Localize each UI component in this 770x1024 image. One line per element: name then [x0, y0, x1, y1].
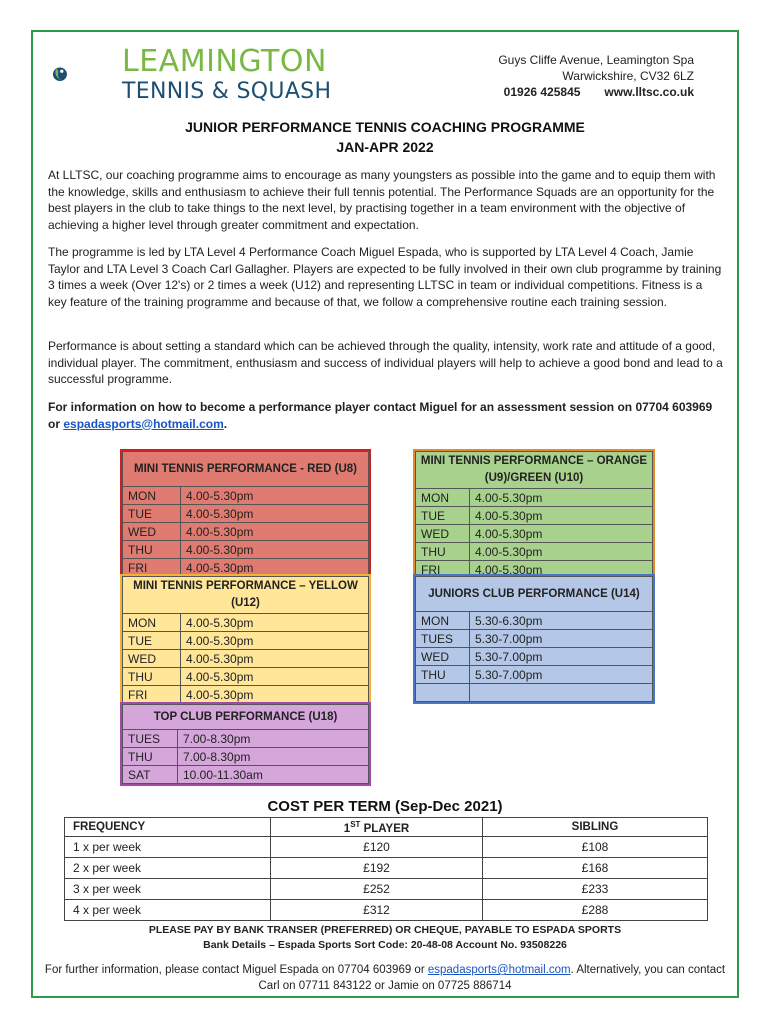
table-row: 1 x per week £120 £108: [65, 837, 708, 858]
schedule-yellow: [122, 576, 369, 704]
table-row: THU 4.00-5.30pm: [123, 541, 369, 559]
table-row: FRI 4.00-5.30pm: [416, 561, 653, 579]
footer-contact: For further information, please contact Miguel Espada on 07704 603969 or espadasports@hotmail.com. Alternatively, you can contact Carl on 07711 843122 or Jamie on 07725 886714: [44, 964, 726, 992]
schedule-title: MINI TENNIS PERFORMANCE - RED (U8): [123, 452, 369, 487]
table-row: TUES 7.00-8.30pm: [123, 730, 369, 748]
cost-table: [64, 817, 708, 921]
club-logo-icon: [52, 42, 122, 106]
contact-text: For information on how to become a performance player contact Miguel for an assessment session on 07704 603969 or: [48, 400, 713, 431]
table-row: FRI 4.00-5.30pm: [123, 686, 369, 704]
schedule-blue: [415, 576, 653, 702]
schedule-title: TOP CLUB PERFORMANCE (U18): [123, 705, 369, 730]
table-row: WED 5.30-7.00pm: [416, 648, 653, 666]
table-row: [416, 684, 653, 702]
page-title: JUNIOR PERFORMANCE TENNIS COACHING PROGRAMME: [185, 119, 585, 135]
email-link[interactable]: espadasports@hotmail.com: [63, 416, 224, 431]
contact-line: [498, 84, 694, 100]
table-row: THU 4.00-5.30pm: [416, 543, 653, 561]
intro-paragraph: At LLTSC, our coaching programme aims to encourage as many youngsters as possible into the game and to equip them with the knowledge, skills and enthusiasm to achieve their full tennis potential. The Performance Squads are an opportunity for the best players in the club to take things to the next level, by practising together in a team environment with the objective of achieving a higher level through greater commitment and expectation.: [48, 168, 716, 232]
table-row: TUE 4.00-5.30pm: [123, 505, 369, 523]
footer-email-link[interactable]: espadasports@hotmail.com: [427, 964, 571, 976]
table-row: THU 4.00-5.30pm: [123, 668, 369, 686]
table-row: THU 5.30-7.00pm: [416, 666, 653, 684]
schedule-purple: [122, 704, 369, 784]
coaches-paragraph: The programme is led by LTA Level 4 Performance Coach Miguel Espada, who is supported by LTA Level 4 Coach, Jamie Taylor and LTA Level 3 Coach Carl Gallagher. Players are expected to be fully involved in their own club programme by training 3 times a week (Over 12's) or 2 times a week (U12) and representing LLTSC in team or individual competitions. Fitness is a key feature of the training programme and because of that, we follow a comprehensive routine each training session.: [48, 245, 722, 309]
schedule-title: JUNIORS CLUB PERFORMANCE (U14): [416, 577, 653, 612]
logo-wordmark-bottom: TENNIS & SQUASH: [122, 79, 332, 104]
schedule-orange-green: [415, 451, 653, 579]
address-line: Warwickshire, CV32 6LZ: [562, 69, 694, 83]
club-address: [498, 52, 694, 100]
contact-paragraph: [48, 399, 724, 432]
payment-info: [0, 923, 770, 953]
schedule-title: MINI TENNIS PERFORMANCE – ORANGE (U9)/GREEN (U10): [416, 452, 653, 489]
schedule-red: [122, 451, 369, 577]
table-row: MON 4.00-5.30pm: [123, 487, 369, 505]
table-row: MON 4.00-5.30pm: [123, 614, 369, 632]
phone-number: 01926 425845: [503, 85, 581, 99]
table-row: 4 x per week £312 £288: [65, 900, 708, 921]
contact-end: .: [223, 416, 228, 431]
table-row: 2 x per week £192 £168: [65, 858, 708, 879]
table-row: TUE 4.00-5.30pm: [123, 632, 369, 650]
table-row: SAT 10.00-11.30am: [123, 766, 369, 784]
table-header-row: [65, 818, 708, 837]
table-row: 3 x per week £252 £233: [65, 879, 708, 900]
column-header: FREQUENCY: [65, 818, 271, 837]
column-header: 1ST PLAYER: [271, 818, 483, 837]
payment-line: PLEASE PAY BY BANK TRANSER (PREFERRED) OR CHEQUE, PAYABLE TO ESPADA SPORTS: [148, 924, 622, 936]
cost-title: COST PER TERM (Sep-Dec 2021): [267, 798, 503, 815]
table-row: TUES 5.30-7.00pm: [416, 630, 653, 648]
table-row: TUE 4.00-5.30pm: [416, 507, 653, 525]
table-row: MON 5.30-6.30pm: [416, 612, 653, 630]
column-header: SIBLING: [483, 818, 708, 837]
performance-paragraph: Performance is about setting a standard which can be achieved through the quality, intensity, work rate and attitude of a good, individual player. The commitment, enthusiasm and success of individual players will help to achieve a good bond and lead to a successful programme.: [48, 339, 723, 386]
logo-wordmark-top: LEAMINGTON: [122, 44, 327, 79]
website-link[interactable]: www.lltsc.co.uk: [604, 85, 694, 99]
bank-details: Bank Details – Espada Sports Sort Code: 20-48-08 Account No. 93508226: [203, 939, 567, 951]
table-row: WED 4.00-5.30pm: [123, 650, 369, 668]
address-line: Guys Cliffe Avenue, Leamington Spa: [498, 53, 694, 67]
table-row: THU 7.00-8.30pm: [123, 748, 369, 766]
table-row: MON 4.00-5.30pm: [416, 489, 653, 507]
table-row: FRI 4.00-5.30pm: [123, 559, 369, 577]
table-row: WED 4.00-5.30pm: [123, 523, 369, 541]
page-subtitle: JAN-APR 2022: [336, 139, 434, 155]
table-row: WED 4.00-5.30pm: [416, 525, 653, 543]
schedule-title: MINI TENNIS PERFORMANCE – YELLOW (U12): [123, 577, 369, 614]
